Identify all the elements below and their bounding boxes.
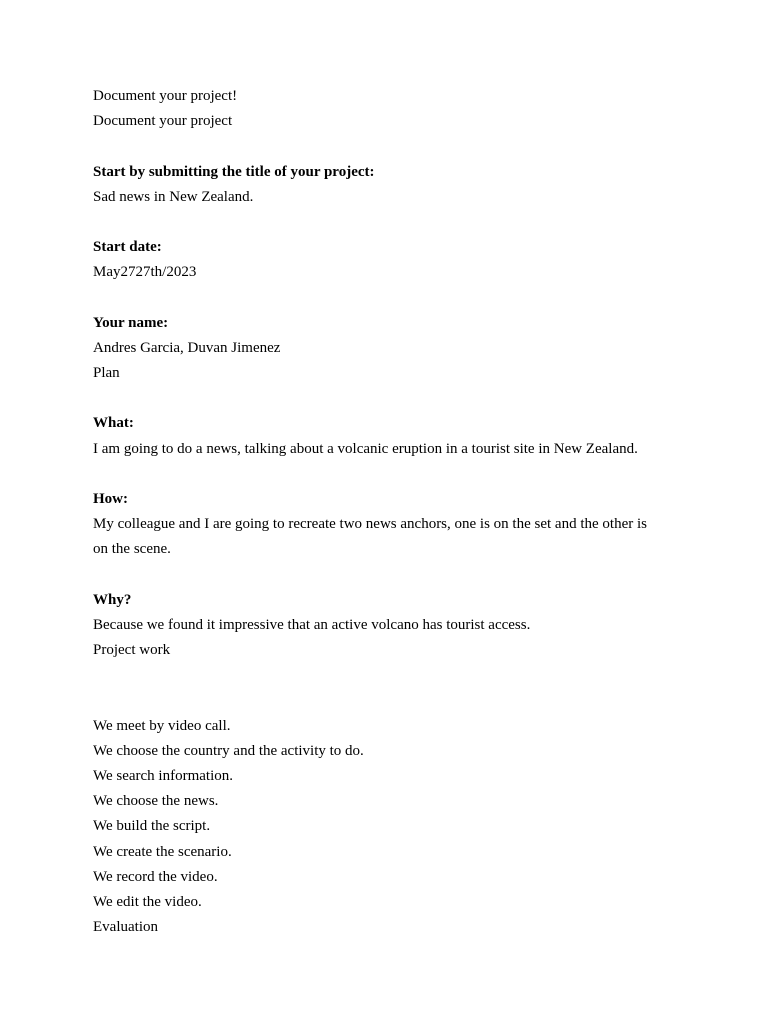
plan-heading: Plan (93, 365, 120, 382)
list-item: We record the video. (93, 868, 218, 885)
list-item: We search information. (93, 768, 233, 785)
how-value-line1: My colleague and I are going to recreate two news anchors, one is on the set and the other is (93, 516, 647, 533)
spacer (93, 663, 693, 713)
your-name-value: Andres Garcia, Duvan Jimenez (93, 339, 281, 356)
start-date-value: May2727th/2023 (93, 264, 197, 281)
project-work-heading: Project work (93, 642, 171, 659)
title-value: Sad news in New Zealand. (93, 188, 254, 205)
spacer (93, 462, 693, 487)
start-date-label: Start date: (93, 239, 162, 256)
how-label: How: (93, 491, 128, 507)
steps-list (93, 714, 693, 916)
document-subheading: Document your project (93, 113, 233, 130)
list-item: We create the scenario. (93, 843, 232, 860)
why-label: Why? (93, 591, 132, 608)
list-item: We build the script. (93, 818, 211, 835)
what-value: I am going to do a news, talking about a volcanic eruption in a tourist site in New Zealand. (93, 440, 638, 457)
spacer (93, 286, 693, 311)
document-page (93, 84, 693, 940)
spacer (93, 134, 693, 159)
how-value-line2: on the scene. (93, 541, 171, 558)
list-item: We meet by video call. (93, 717, 231, 734)
what-label: What: (93, 415, 134, 432)
title-label: Start by submitting the title of your project: (93, 163, 375, 180)
list-item: We edit the video. (93, 894, 202, 911)
document-heading: Document your project! (93, 88, 238, 104)
spacer (93, 386, 693, 411)
list-item: We choose the news. (93, 793, 219, 810)
spacer (93, 563, 693, 588)
list-item: We choose the country and the activity to do. (93, 742, 364, 759)
spacer (93, 210, 693, 235)
your-name-label: Your name: (93, 314, 169, 331)
why-value: Because we found it impressive that an active volcano has tourist access. (93, 616, 531, 633)
evaluation-heading: Evaluation (93, 919, 158, 936)
